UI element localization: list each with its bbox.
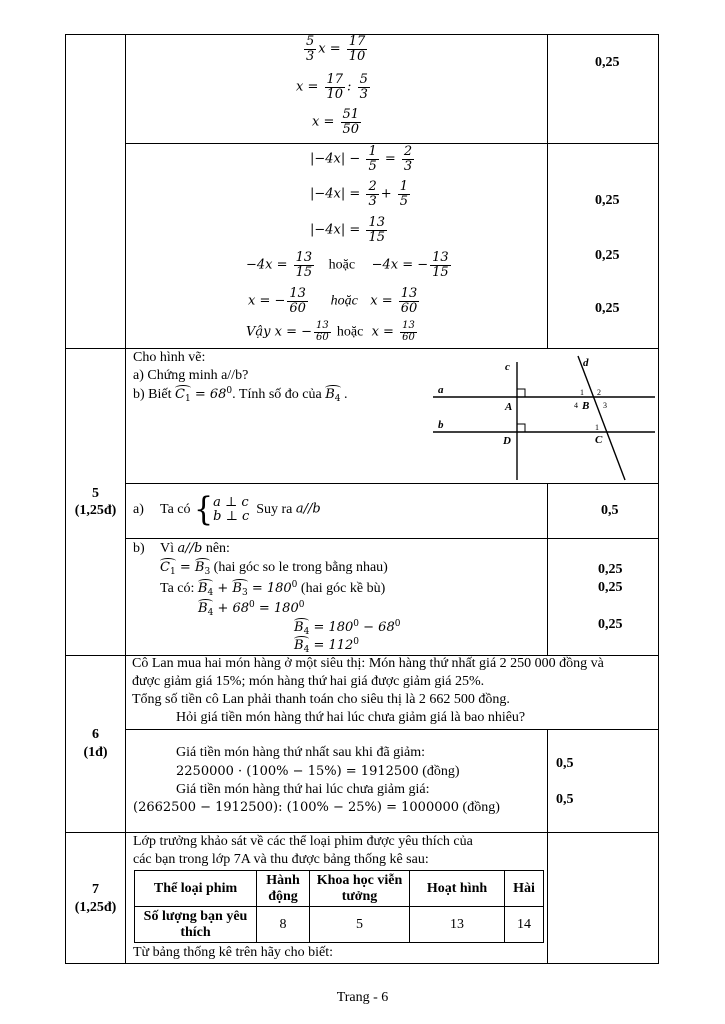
q5-sol-b-line0: Vì a//b nên: (160, 541, 230, 556)
score: 0,25 (595, 193, 620, 208)
eq-abs-1: |−4x| − $\frac{1}{5}$ = $\frac{2}{3}$ (310, 144, 413, 174)
svg-text:1: 1 (595, 423, 599, 432)
label-c: c (505, 361, 510, 373)
eq-line-1: $\frac{5}{3}$ x = $\frac{17}{10}$ (306, 34, 366, 64)
q7-text-3: Từ bảng thống kê trên hãy cho biết: (133, 945, 334, 960)
q5-sol-b-line4: $B_4 = 180^0 - 68^0$ (294, 619, 401, 637)
q5-part-a: a) Chứng minh a//b? (133, 368, 249, 383)
stat-table (134, 870, 544, 943)
q5-sol-a: Ta có { a ⊥ c b ⊥ c Suy ra a//b (160, 490, 321, 529)
question-points: (1đ) (83, 745, 108, 760)
question-number: 5 (92, 486, 99, 501)
question-points: (1,25đ) (74, 900, 117, 915)
q7-text-2: các bạn trong lớp 7A và thu được bảng thống kê sau: (133, 852, 429, 867)
geometry-figure (425, 352, 665, 482)
q5-sol-b-line1: $C_1 = B_3$ (hai góc so le trong bằng nhau) (160, 560, 388, 577)
q6-sol-3: Giá tiền món hàng thứ hai lúc chưa giảm giá: (176, 782, 430, 797)
q6-text-2: được giảm giá 15%; món hàng thứ hai giá được giảm giá 25%. (132, 674, 485, 689)
label-B: B (582, 400, 590, 412)
q5-sol-b-line3: $B_4 + 68^0 = 180^0$ (198, 600, 305, 618)
question-number: 7 (92, 882, 99, 897)
table-row: Số lượng bạn yêu thích 8 5 13 14 (135, 907, 544, 943)
q5-sol-b-line2: Ta có: $B_4 + B_3 = 180^0$ (hai góc kề bù) (160, 580, 386, 598)
q6-text-4: Hỏi giá tiền món hàng thứ hai lúc chưa giảm giá là bao nhiêu? (176, 710, 526, 725)
score: 0,5 (556, 792, 574, 807)
q6-text-3: Tổng số tiền cô Lan phải thanh toán cho siêu thị là 2 662 500 đồng. (132, 692, 510, 707)
q5-intro: Cho hình vẽ: (133, 350, 206, 365)
eq-abs-4: −4x = $\frac{13}{15}$ hoặc −4x = − $\frac{13}{15}$ (246, 250, 449, 280)
svg-text:3: 3 (603, 401, 607, 410)
score: 0,5 (556, 756, 574, 771)
eq-abs-3: |−4x| = $\frac{13}{15}$ (310, 215, 385, 245)
q6-text-1: Cô Lan mua hai món hàng ở một siêu thị: Món hàng thứ nhất giá 2 250 000 đồng và (132, 656, 604, 671)
svg-text:4: 4 (574, 401, 578, 410)
q7-text-1: Lớp trưởng khảo sát về các thể loại phim được yêu thích của (133, 834, 473, 849)
label-A: A (505, 401, 513, 413)
label-b: b (438, 419, 444, 431)
q5-sol-b-line5: $B_4 = 112^0$ (294, 637, 360, 655)
label-D: D (503, 435, 511, 447)
q6-sol-4: (2662500 − 1912500): (100% − 25%) = 1000000 (đồng) (133, 800, 500, 815)
q5-sol-a-label: a) (133, 502, 144, 517)
label-C: C (595, 434, 603, 446)
eq-abs-2: |−4x| = $\frac{2}{3}$ + $\frac{1}{5}$ (310, 179, 409, 209)
q5-sol-b-label: b) (133, 541, 145, 556)
line-d (578, 356, 625, 480)
score: 0,25 (595, 301, 620, 316)
q5-part-b: b) Biết $C_1 = 68^0$. Tính số đo của $B_4$ . (133, 386, 348, 404)
score: 0,5 (601, 503, 619, 518)
table-row: Thể loại phim Hành động Khoa học viễn tưởng Hoạt hình Hài (135, 871, 544, 907)
eq-abs-6: Vậy x = − $\frac{13}{60}$ hoặc x = $\frac{13}{60}$ (246, 320, 415, 343)
score: 0,25 (595, 248, 620, 263)
q6-sol-2: 2250000 · (100% − 15%) = 1912500 (đồng) (176, 764, 460, 779)
question-points: (1,25đ) (74, 503, 117, 518)
eq-line-3: x = $\frac{51}{50}$ (312, 107, 360, 137)
score: 0,25 (595, 55, 620, 70)
question-number: 6 (92, 727, 99, 742)
label-a: a (438, 384, 444, 396)
score: 0,25 (598, 580, 623, 595)
label-d: d (583, 357, 589, 369)
page-footer: Trang - 6 (336, 990, 389, 1005)
q6-sol-1: Giá tiền món hàng thứ nhất sau khi đã giảm: (176, 745, 426, 760)
eq-line-2: x = $\frac{17}{10}$ : $\frac{5}{3}$ (296, 72, 368, 102)
score: 0,25 (598, 617, 623, 632)
svg-text:2: 2 (597, 388, 601, 397)
eq-abs-5: x = − $\frac{13}{60}$ hoặc x = $\frac{13}{60}$ (248, 286, 418, 316)
score: 0,25 (598, 562, 623, 577)
svg-text:1: 1 (580, 388, 584, 397)
